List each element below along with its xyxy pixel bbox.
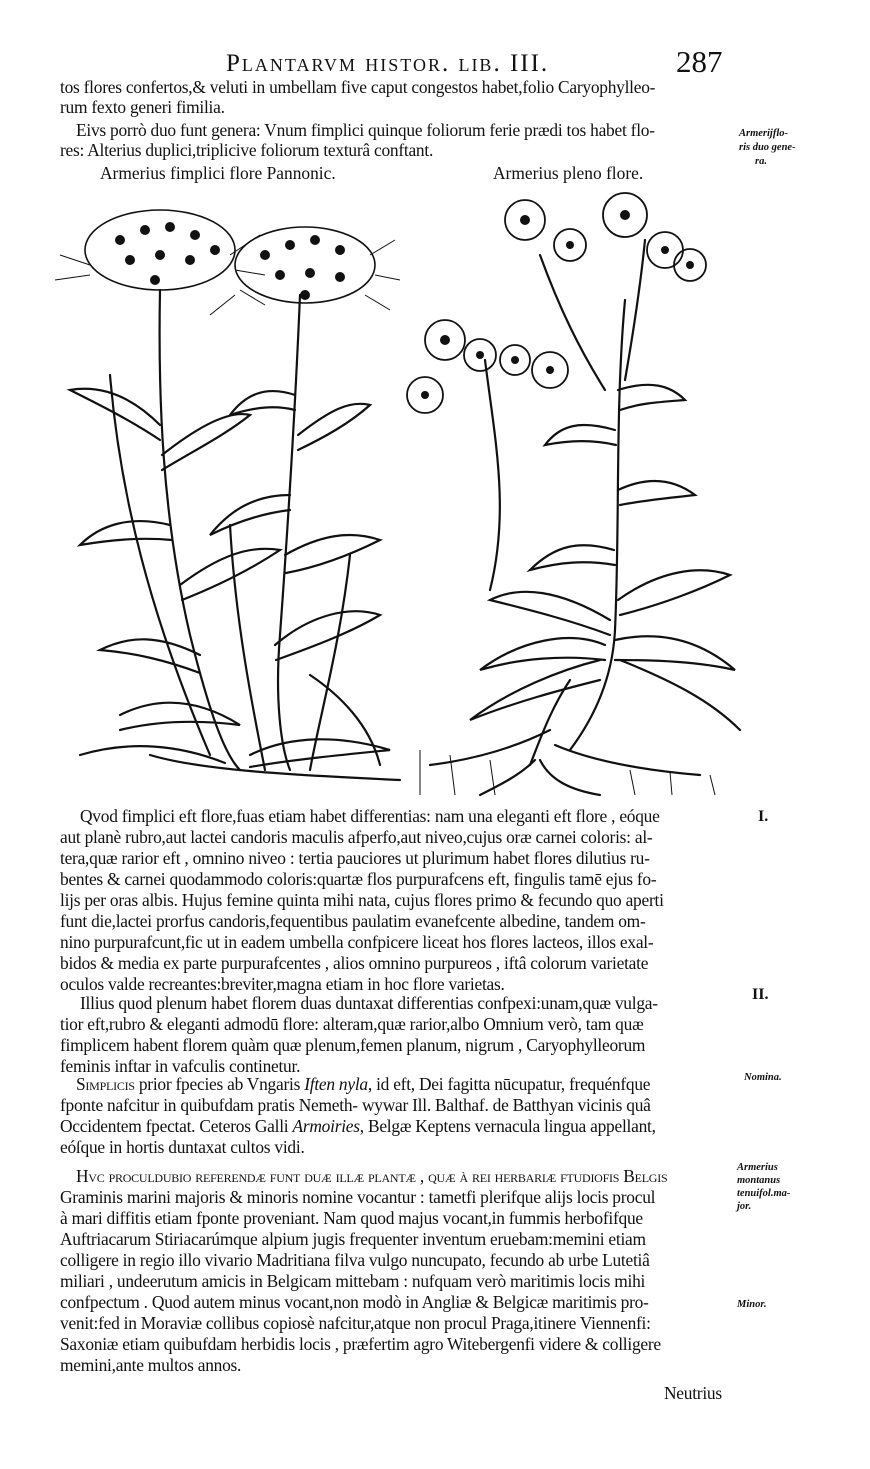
text-line: aut planè rubro,aut lactei candoris maculis afperfo,aut niveo,cujus oræ carnei coloris: al- [60, 827, 653, 847]
text-line: confpectum . Quod autem minus vocant,non modò in Angliæ & Belgicæ maritimis pro- [60, 1292, 649, 1312]
text-line: rum fexto generi fimilia. [60, 97, 225, 117]
running-head-title: Plantarvm histor. lib. III. [226, 50, 550, 77]
woodcut-illustration-left [50, 195, 410, 795]
text-line: Graminis marini majoris & minoris nomine vocantur : tametfi plerifque alijs locis procul [60, 1187, 656, 1207]
text-line: res: Alterius duplici,triplicive foliorum texturâ conftant. [60, 140, 434, 160]
text-line: Hvc proculdubio referendæ funt duæ illæ plantæ , quæ à rei herbariæ ftudiofis Belgis [76, 1166, 668, 1186]
text-line: venit:fed in Moraviæ collibus copiosè nafcitur,atque non procul Praga,itinere Viennenfi: [60, 1313, 651, 1333]
text-line: feminis inftar in vafculis continetur. [60, 1056, 301, 1076]
text-line: Saxoniæ etiam quibufdam herbidis locis , præfertim agro Witebergenfi videre & colligere [60, 1334, 661, 1354]
text-line: colligere in regio illo vivario Madritiana filva vulgo nuncupato, fecundo ab urbe Lutetiâ [60, 1250, 650, 1270]
text-line: Qvod fimplici eft flore,fuas etiam habet differentias: nam una eleganti eft flore , eóque [80, 806, 660, 826]
margin-note-nomina: Nomina. [744, 1072, 782, 1083]
text-line: à mari diffitis etiam fponte proveniant. Nam quod majus vocant,in fummis herbofifque [60, 1208, 643, 1228]
margin-note-minor: Minor. [737, 1299, 767, 1310]
text-line: fimplicem habent florem quàm quæ plenum,femen planum, nigrum , Caryophylleorum [60, 1035, 646, 1055]
text-line: Eivs porrò duo funt genera: Vnum fimplici quinque foliorum ferie prædi tos habet flo- [76, 120, 655, 140]
text-line: Occidentem fpectat. Ceteros Galli Armoiries, Belgæ Keptens vernacula lingua appellant, [60, 1116, 656, 1136]
text-line: Simplicis prior fpecies ab Vngaris Iften nyla, id eft, Dei fagitta nūcupatur, frequénfque [76, 1074, 651, 1094]
text-line: Illius quod plenum habet florem duas duntaxat differentias confpexi:unam,quæ vulga- [80, 993, 658, 1013]
text-line: tior eft,rubro & eleganti admodū flore: alteram,quæ rarior,albo Omnium verò, tam quæ [60, 1014, 644, 1034]
text-line: Auftriacarum Stiriacarúmque alpium jugis frequenter inventum eruebam:memini etiam [60, 1229, 646, 1249]
woodcut-illustration-right [400, 190, 745, 800]
text-line: fponte nafcitur in quibufdam pratis Nemeth- wywar Ill. Balthaf. de Batthyan vicinis quâ [60, 1095, 651, 1115]
text-line: bentes & carnei quodammodo coloris:quartæ flos purpurafcens eft, fingulis tamē ejus fo- [60, 869, 657, 889]
section-numeral-2: II. [752, 986, 769, 1003]
text-line: miliari , undeerutum amicis in Belgicam mittebam : nufquam verò maritimis locis mihi [60, 1271, 646, 1291]
text-line: eóſque in hortis duntaxat cultos vidi. [60, 1137, 305, 1157]
page-number: 287 [676, 44, 723, 79]
text-line: nino purpurafcunt,fic ut in eadem umbella confpicere liceat hos flores lacteos, illos exal- [60, 932, 654, 952]
text-line: lijs per oras albis. Hujus femine quinta mihi nata, cujus flores primo & fecundo quo aperti [60, 890, 664, 910]
text-line: bidos & media ex parte purpurafcentes , alios omnino purpureos , iftâ colorum varietate [60, 953, 649, 973]
text-line: funt die,lactei prorfus candoris,fequentibus paulatim evanefcente albedine, tandem om- [60, 911, 646, 931]
section-numeral-1: I. [758, 808, 769, 825]
text-line: tos flores confertos,& veluti in umbellam five caput congestos habet,folio Caryophylleo- [60, 77, 656, 97]
text-line: tera,quæ rarior eft , omnino niveo : tertia pauciores ut plurimum habet flores dilutius ru- [60, 848, 650, 868]
text-line: memini,ante multos annos. [60, 1355, 242, 1375]
text-line: oculos valde recreantes:breviter,magna etiam in hoc flore varietas. [60, 974, 505, 994]
catchword: Neutrius [664, 1383, 722, 1403]
caption-right: Armerius pleno flore. [493, 163, 644, 183]
caption-left: Armerius fimplici flore Pannonic. [100, 163, 336, 183]
